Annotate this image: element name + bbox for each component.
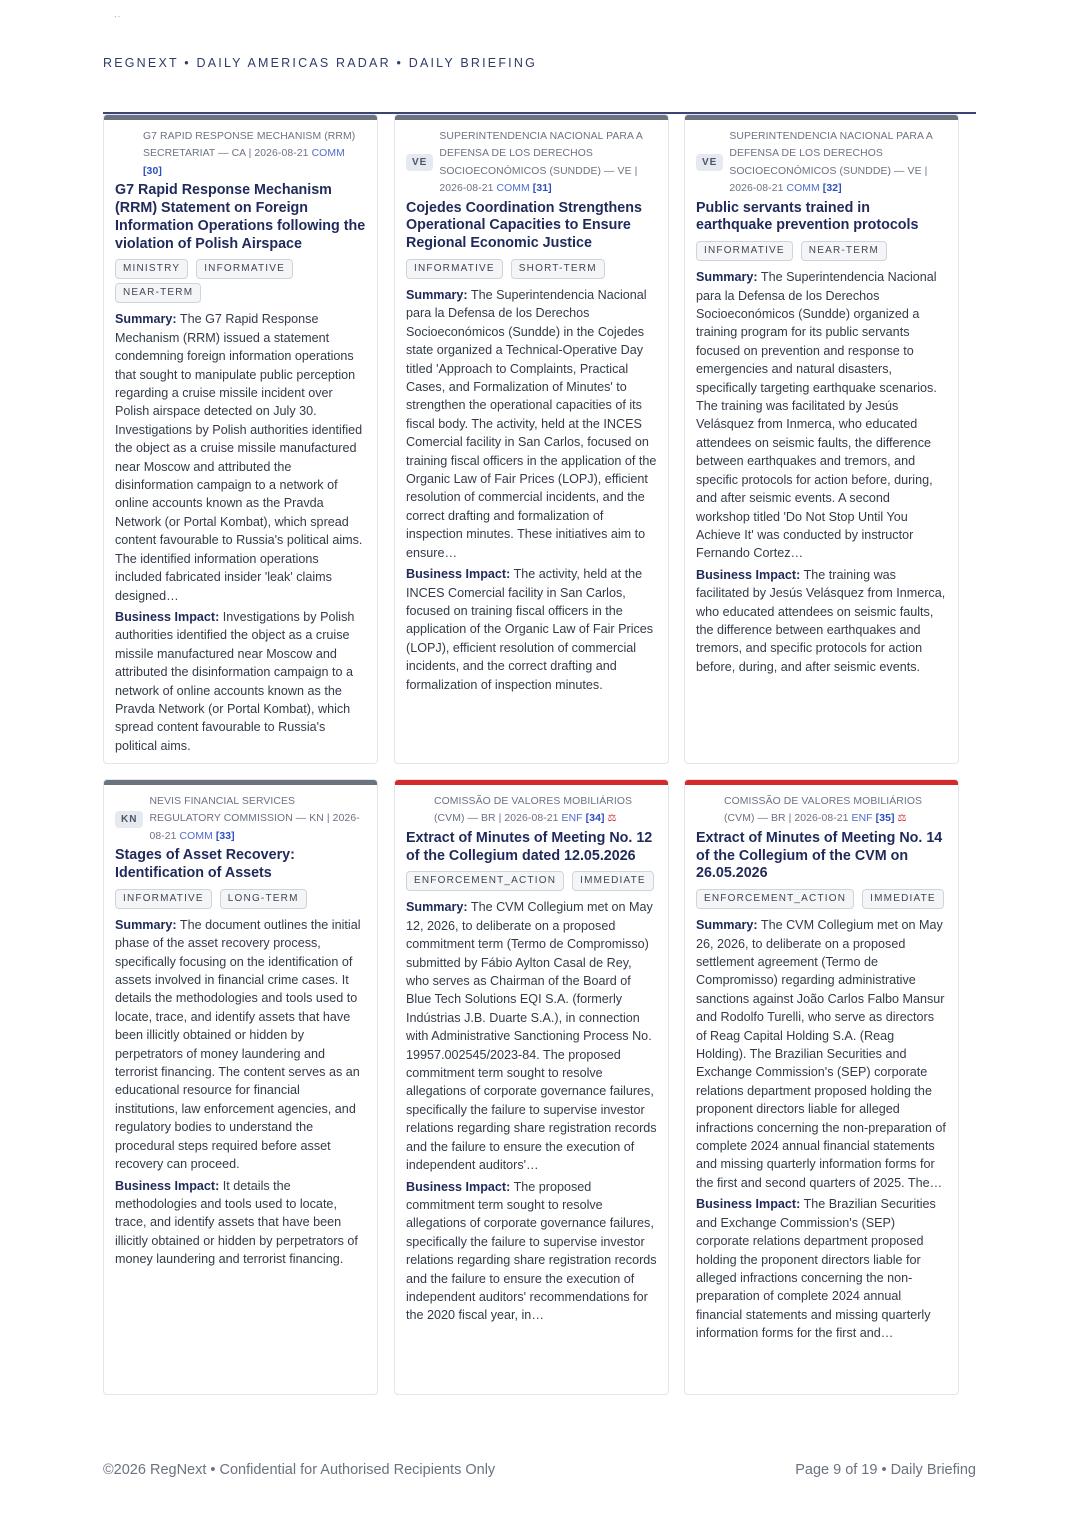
scales-icon: ⚖	[897, 813, 907, 825]
tag: NEAR-TERM	[801, 241, 887, 261]
reference-link[interactable]: [34]	[585, 813, 605, 825]
card-accent-bar	[685, 115, 958, 120]
impact-text: Investigations by Polish authorities identified the object as a cruise missile manufactured near Moscow and attributed the disinformation campaign to a network of online accounts known as the Pravda Network (or Portal Kombat), which spread content favourable to Russia's political aims.	[115, 609, 355, 753]
impact-label: Business Impact:	[115, 609, 220, 624]
doc-type: COMM	[786, 183, 820, 195]
impact-paragraph	[115, 608, 366, 755]
card-meta	[696, 793, 947, 828]
card-meta	[115, 793, 366, 845]
impact-paragraph	[115, 1177, 366, 1269]
impact-text: The proposed commitment term sought to resolve allegations of corporate governance failures, specifically the failure to supervise investor relations regarding share registration records and the failure to ensure the execution of independent auditors' recommendations for the 2020 fiscal year, in…	[406, 1179, 657, 1323]
tag: SHORT-TERM	[511, 259, 605, 279]
summary-label: Summary:	[115, 312, 177, 327]
summary-label: Summary:	[406, 288, 468, 303]
doc-type: ENF	[851, 813, 873, 825]
tag-list	[115, 889, 366, 909]
reference-link[interactable]: [30]	[143, 165, 162, 177]
card-accent-bar	[104, 780, 377, 785]
tag-list	[696, 889, 947, 909]
impact-text: The activity, held at the INCES Comercial facility in San Carlos, focused on training fiscal officers in the application of the Organic Law of Fair Prices (LOPJ), efficient resolution of commercial incidents, and the correct drafting and formalization of inspection minutes.	[406, 567, 654, 692]
impact-paragraph	[696, 1195, 947, 1342]
scales-icon: ⚖	[607, 813, 617, 825]
impact-paragraph	[406, 565, 657, 694]
card-source	[434, 793, 657, 828]
news-card	[394, 779, 669, 1395]
reference-link[interactable]: [31]	[532, 183, 552, 195]
card-accent-bar	[395, 780, 668, 785]
card-title: Public servants trained in earthquake prevention protocols	[696, 199, 919, 234]
card-source	[729, 128, 947, 198]
summary-paragraph	[406, 898, 657, 1174]
doc-type: COMM	[311, 148, 345, 160]
reference-link[interactable]: [32]	[822, 183, 842, 195]
summary-paragraph	[115, 310, 366, 605]
impact-text: The training was facilitated by Jesús Velásquez from Inmerca, who educated attendees on seismic faults, the difference between earthquakes and tremors, and specific protocols for action before, during, and after seismic events.	[696, 567, 946, 674]
card-meta	[696, 128, 947, 198]
country-badge: VE	[696, 154, 723, 171]
summary-paragraph	[406, 286, 657, 562]
summary-text: The G7 Rapid Response Mechanism (RRM) issued a statement condemning foreign information operations that sought to manipulate public perception regarding a cruise missile incident over Polish airspace detected on July 30. Investigations by Polish authorities identified the object as a cruise missile manufactured near Moscow and attributed the disinformation campaign to a network of online accounts known as the Pravda Network (or Portal Kombat), which spread content favourable to Russia's political aims. The identified information operations included fabricated insider 'leak' claims designed…	[115, 312, 363, 603]
card-title: Extract of Minutes of Meeting No. 14 of the Collegium of the CVM on 26.05.2026	[696, 829, 943, 882]
card-accent-bar	[104, 115, 377, 120]
card-meta	[406, 128, 657, 198]
doc-type: COMM	[496, 183, 530, 195]
card-title: G7 Rapid Response Mechanism (RRM) Statement on Foreign Information Operations following the violation of Polish Airspace	[115, 182, 366, 252]
tag-list	[406, 871, 657, 891]
tag-list	[696, 241, 947, 261]
news-card	[684, 779, 959, 1395]
issuer-text: SUPERINTENDENCIA NACIONAL PARA A DEFENSA DE LOS DERECHOS SOCIOECONÓMICOS (SUNDDE) — VE | 2026-08-21	[439, 131, 643, 195]
summary-paragraph	[696, 268, 947, 563]
summary-label: Summary:	[696, 270, 758, 285]
tag: LONG-TERM	[220, 889, 307, 909]
card-meta	[115, 128, 366, 180]
card-accent-bar	[685, 780, 958, 785]
tag: ENFORCEMENT_ACTION	[696, 889, 854, 909]
page-header: REGNEXT • DAILY AMERICAS RADAR • DAILY BRIEFING	[103, 56, 537, 70]
impact-label: Business Impact:	[406, 567, 511, 582]
card-source	[724, 793, 947, 828]
news-card	[394, 114, 669, 764]
doc-type: ENF	[561, 813, 583, 825]
tag: IMMEDIATE	[862, 889, 944, 909]
issuer-text: SUPERINTENDENCIA NACIONAL PARA A DEFENSA DE LOS DERECHOS SOCIOECONÓMICOS (SUNDDE) — VE | 2026-08-21	[729, 131, 933, 195]
issuer-text: COMISSÃO DE VALORES MOBILIÁRIOS (CVM) — BR | 2026-08-21	[724, 796, 923, 825]
issuer-text: COMISSÃO DE VALORES MOBILIÁRIOS (CVM) — BR | 2026-08-21	[434, 796, 633, 825]
issuer-text: NEVIS FINANCIAL SERVICES REGULATORY COMMISSION — KN | 2026-08-21	[149, 796, 360, 842]
card-title: Extract of Minutes of Meeting No. 12 of the Collegium dated 12.05.2026	[406, 829, 653, 864]
tag: ENFORCEMENT_ACTION	[406, 871, 564, 891]
impact-text: It details the methodologies and tools used to locate, trace, and identify assets that have been illicitly obtained or hidden by perpetrators of money laundering and terrorist financing.	[115, 1178, 358, 1267]
footer-copyright: ©2026 RegNext • Confidential for Authorised Recipients Only	[103, 1462, 496, 1478]
card-title: Stages of Asset Recovery: Identification of Assets	[115, 847, 295, 882]
summary-paragraph	[115, 916, 366, 1174]
card-source	[149, 793, 366, 845]
tag: INFORMATIVE	[406, 259, 503, 279]
card-meta	[406, 793, 657, 828]
card-source	[439, 128, 657, 198]
footer-page-number: Page 9 of 19 • Daily Briefing	[795, 1462, 976, 1478]
news-card	[103, 114, 378, 764]
summary-text: The document outlines the initial phase of the asset recovery process, specifically focusing on the identification of assets involved in financial crime cases. It details the methodologies and tools used to locate, trace, and identify assets that have been illicitly obtained or hidden by perpetrators of money laundering and terrorist financing. The content serves as an educational resource for financial institutions, law enforcement agencies, and regulatory bodies to understand the procedural steps required before asset recovery can proceed.	[115, 917, 361, 1172]
tag: INFORMATIVE	[196, 259, 293, 279]
tag: MINISTRY	[115, 259, 188, 279]
impact-label: Business Impact:	[696, 567, 801, 582]
summary-text: The Superintendencia Nacional para la Defensa de los Derechos Socioeconómicos (Sundde) organized a training program for its public servants focused on prevention and response to emergencies and natural disasters, specifically targeting earthquake scenarios. The training was facilitated by Jesús Velásquez from Inmerca, who educated attendees on seismic faults, the difference between earthquakes and tremors, and specific protocols for action before, during, and after seismic events. A second workshop titled 'Do Not Stop Until You Achieve It' was conducted by instructor Fernando Cortez…	[696, 270, 937, 561]
tag-list	[406, 259, 657, 279]
summary-text: The Superintendencia Nacional para la Defensa de los Derechos Socioeconómicos (Sundde) in the Cojedes state organized a Technical-Operative Day titled 'Approach to Complaints, Practical Cases, and Formalization of Minutes' to strengthen the operational capacities of its fiscal body. The activity, held at the INCES Comercial facility in San Carlos, focused on training fiscal officers in the application of the Organic Law of Fair Prices (LOPJ), efficient resolution of commercial incidents, and the correct drafting and formalization of inspection minutes. These initiatives aim to ensure…	[406, 288, 657, 560]
tag-list	[115, 259, 366, 303]
reference-link[interactable]: [35]	[875, 813, 895, 825]
summary-label: Summary:	[115, 917, 177, 932]
card-source	[143, 128, 366, 180]
impact-label: Business Impact:	[115, 1178, 220, 1193]
summary-text: The CVM Collegium met on May 12, 2026, to deliberate on a proposed commitment term (Termo de Compromisso) submitted by Fábio Aylton Casal de Rey, who serves as Chairman of the Board of Blue Tech Solutions EQI S.A. (formerly Indústrias J.B. Duarte S.A.), in connection with Administrative Sanctioning Process No. 19957.002545/2023-84. The proposed commitment term sought to resolve allegations of corporate governance failures, specifically the failure to supervise investor relations regarding share registration records and the failure to ensure the execution of independent auditors'…	[406, 900, 657, 1173]
summary-text: The CVM Collegium met on May 26, 2026, to deliberate on a proposed settlement agreement (Termo de Compromisso) regarding administrative sanctions against João Carlos Falbo Mansur and Rodolfo Turelli, who serve as directors of Reag Capital Holding S.A. (Reag Holding). The Brazilian Securities and Exchange Commission's (SEP) corporate relations department proposed holding the proponent directors liable for alleged infractions concerning the non-preparation of complete 2024 annual financial statements and missing quarterly information forms for the first and second quarters of 2025. The…	[696, 918, 946, 1190]
summary-label: Summary:	[406, 900, 468, 915]
impact-paragraph	[696, 566, 947, 676]
news-card	[103, 779, 378, 1395]
tag: IMMEDIATE	[572, 871, 654, 891]
country-badge: VE	[406, 154, 433, 171]
reference-link[interactable]: [33]	[215, 830, 235, 842]
issuer-text: G7 RAPID RESPONSE MECHANISM (RRM) SECRETARIAT — CA | 2026-08-21	[143, 131, 356, 160]
impact-paragraph	[406, 1178, 657, 1325]
tag: INFORMATIVE	[696, 241, 793, 261]
impact-label: Business Impact:	[696, 1197, 801, 1212]
news-card	[684, 114, 959, 764]
country-badge: KN	[115, 811, 143, 828]
tag: INFORMATIVE	[115, 889, 212, 909]
card-accent-bar	[395, 115, 668, 120]
summary-paragraph	[696, 916, 947, 1192]
decorative-dots: ··	[114, 12, 122, 21]
summary-label: Summary:	[696, 918, 758, 933]
card-title: Cojedes Coordination Strengthens Operational Capacities to Ensure Regional Economic Justice	[406, 199, 642, 252]
tag: NEAR-TERM	[115, 283, 201, 303]
impact-label: Business Impact:	[406, 1179, 511, 1194]
doc-type: COMM	[179, 830, 213, 842]
impact-text: The Brazilian Securities and Exchange Commission's (SEP) corporate relations department proposed holding the proponent directors liable for alleged infractions concerning the non-preparation of complete 2024 annual financial statements and missing quarterly information forms for the first and…	[696, 1197, 936, 1341]
